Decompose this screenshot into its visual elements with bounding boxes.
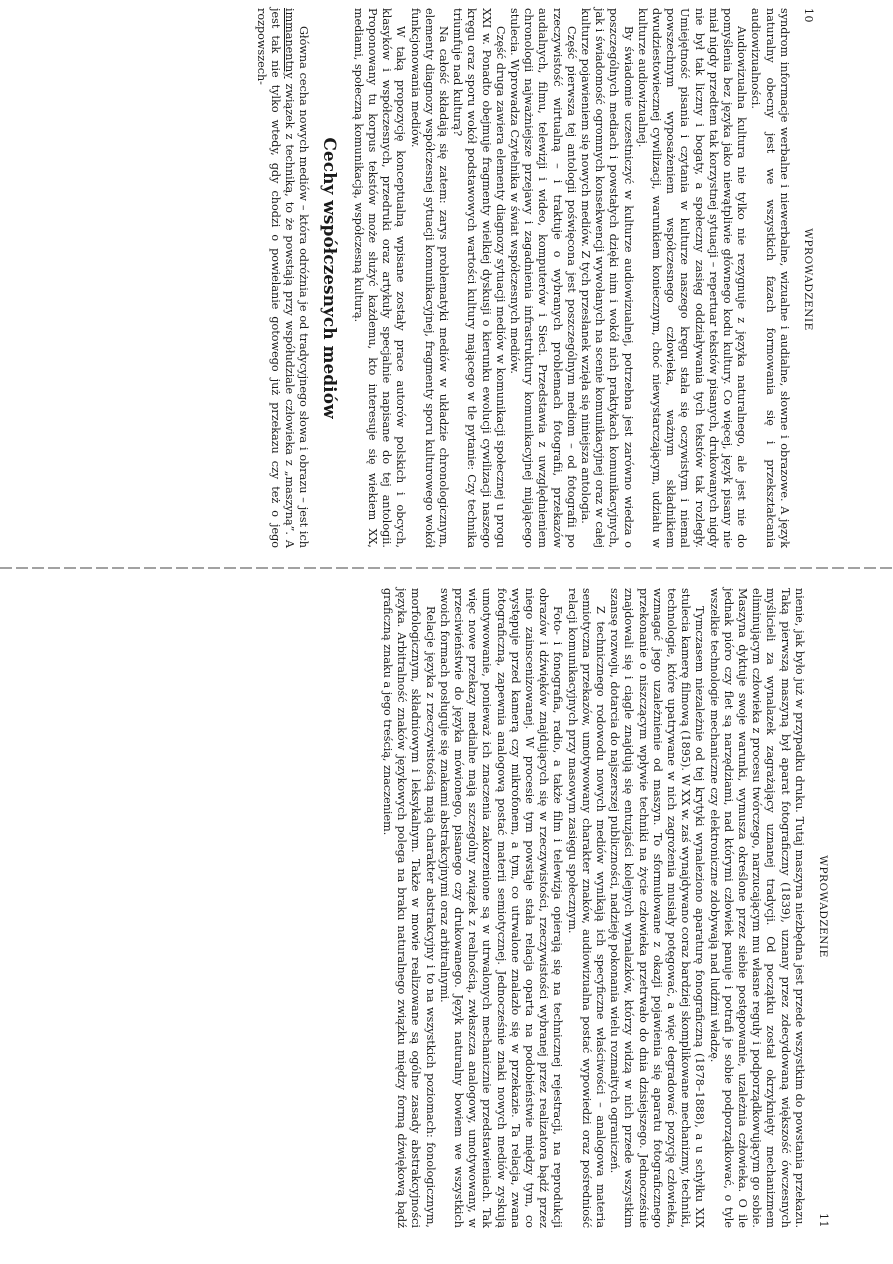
paragraph: Audiowizualna kultura nie tylko nie rezygnuje z języka naturalnego, ale jest nie do pomyślenia bez języka jako niewątpliwie głównego kodu kultury. Co więcej, język pisany nie miał nigdy przedtem tak korzystnej sytuacji – repertuar tekstów pisanych, drukowanych nigdy nie był tak liczny i bogaty, a społeczny zasięg oddziaływania tych tekstów tak rozległy. Umiejętność pisania i czytania w kulturze naszego kręgu stała się oczywistym i niemal powszechnym wyposażeniem współczesnego człowieka, ważnym składnikiem dwudziestowiecznej cywilizacji, warunkiem koniecznym, choć niewystarczającym, udziału w kulturze audiowizualnej. — [635, 8, 749, 548]
paragraph: Część druga zawiera elementy diagnozy sytuacji mediów w komunikacji społecznej u progu XXI w. Ponadto obejmuje fragmenty wielkiej dyskusji o kierunku ewolucji cywilizacji naszego kręgu oraz sporu wokół podstawowych wartości kultury mającego w tle pytanie: Czy technika triumfuje nad kulturą? — [451, 8, 507, 548]
paragraph: W taką propozycję konceptualną wpisane zostały prace autorów polskich i obcych, klasyków i współczesnych, przedruki oraz artykuły specjalnie napisane do tej antologii. Proponowany tu korpus tekstów może służyć każdemu, kto interesuje się wiekiem XX, mediami, społeczną komunikacją, współczesną kulturą. — [351, 8, 408, 548]
text-run: związek z techniką, to że powstają przy współudziale człowieka z „maszyną”. A jest tak nie tylko wtedy, gdy chodzi o powielanie gotowego już przekazu czy też o jego rozpowszech- — [254, 8, 297, 548]
paragraph: By świadomie uczestniczyć w kulturze audiowizualnej, potrzebna jest zarówno wiedza o poszczególnych mediach i powstałych dzięki nim i wokół nich praktykach komunikacyjnych, jak i świadomość ogromnych konsekwencji wywołanych na scenie komunikacyjnej oraz w całej kulturze pojawieniem się nowych mediów. Z tych przesłanek wzięła się niniejsza antologia. — [578, 8, 635, 548]
paragraph — [253, 8, 310, 548]
page-11-content — [380, 588, 830, 1228]
underlined-word: immanentny — [283, 8, 297, 79]
paragraph: Na całość składają się zatem: zarys problematyki mediów w układzie chronologicznym, elementy diagnozy współczesnej sytuacji komunikacyjnej, fragmenty sporu kulturowego wokół funkcjonowania mediów. — [408, 8, 450, 548]
paragraph: syndrom informacje werbalne i niewerbalne, wizualne i audialne, słowne i obrazowe. A język naturalny obecny jest we wszystkich fazach formowania się i przekształcania audiowizualności. — [749, 8, 791, 548]
page-10-header — [801, 8, 815, 548]
paragraph: Foto- i fonografia, radio, a także film i telewizja opierają się na technicznej rejestracji, na reprodukcji obrazów i dźwięków znajdujących się w rzeczywistości, rzeczywistości wybranej przez realizatora bądź przez niego zainscenizowanej. W procesie tym powstaje stała relacja oparta na podobieństwie między tym, co występuje przed kamerą czy mikrofonem, a tym, co utrwalone znalazło się w przekazie. Ta relacja, zwana fotograficzną, zapewnia analogową postać materii semiotycznej. Jednocześnie znaki nowych mediów zyskują umotywowanie, ponieważ ich znaczenia zakorzenione są w utrwalonych mechanicznie przedstawieniach. Tak więc nowe przekazy medialne mają szczególny związek z realnością, zwłaszcza analogowy, umotywowany, w przeciwieństwie do języka mówionego, pisanego czy drukowanego. Język naturalny bowiem we wszystkich swoich formach posługuje się znakami abstrakcyjnymi oraz arbitralnymi. — [437, 588, 565, 1228]
page-10-header-title: WPROWADZENIE — [802, 228, 814, 331]
paragraph: nienie, jak było już w przypadku druku. Tutaj maszyna niezbędna jest przede wszystkim do powstania przekazu. Taką pierwszą maszyną był aparat fotograficzny (1839), uznany przez zdecydowaną większość ówczesnych myślicieli za wynalazek zagrażający uznanej tradycji. Od początku został okrzyknięty mechanizmem eliminującym człowieka z procesu twórczego, narzucającym mu własne reguły i podporządkowującym go sobie. Maszyna dyktuje swoje warunki, wymusza określone przez siebie postępowanie, uzależnia człowieka. O ile jednak pióro czy flet są narzędziami, nad którymi człowiek panuje i potrafi je sobie podporządkować, o tyle wszelkie technologie mechaniczne czy elektroniczne zdobywają nad ludźmi władzę. — [707, 588, 806, 1228]
page-11 — [0, 570, 893, 1264]
page-10-content — [253, 8, 815, 548]
section-heading: Cechy współczesnych mediów — [319, 137, 340, 419]
paragraph: Z technicznego rodowodu nowych mediów wynikają ich specyficzne właściwości – analogowa materia semiotyczna przekazów, umotywowany charakter znaków, audiowizualna postać wypowiedzi oraz pośredniość relacji komunikacyjnych przy masowym zasięgu społecznym. — [565, 588, 607, 1228]
page-10 — [0, 0, 893, 565]
text-run: Główna cecha nowych mediów – która odróżnia je od tradycyjnego słowa i obrazu – jest ich — [297, 26, 311, 548]
page-10-number: 10 — [802, 8, 815, 23]
page-11-header — [816, 588, 830, 1228]
page-divider — [0, 567, 893, 569]
page-11-header-title: WPROWADZENIE — [817, 855, 829, 958]
page-11-number: 11 — [817, 1212, 830, 1228]
paragraph: Część pierwsza tej antologii poświęcona jest poszczególnym mediom – od fotografii po rzeczywistość wirtualną – i traktuje o wybranych problemach fotografii, przekazów audialnych, filmu, telewizji i wideo, komputerów i Sieci. Przedstawia z uwzględnieniem chronologii najważniejsze przejawy i zagadnienia infrastruktury komunikacyjnej mijającego stulecia. Wprowadza Czytelnika w świat współczesnych mediów. — [507, 8, 578, 548]
paragraph: Relacje języka z rzeczywistością mają charakter abstrakcyjny i to na wszystkich poziomach: fonologicznym, morfologicznym, składniowym i leksykalnym. Także w mowie realizowane są ogólne zasady abstrakcyjności języka. Arbitralność znaków językowych polega na braku naturalnego związku między formą dźwiękową bądź graficzną znaku a jego treścią, znaczeniem. — [380, 588, 437, 1228]
paragraph: Tymczasem niezależnie od tej krytyki wynaleziono aparaturę fonograficzną (1878–1888), a u schyłku XIX stulecia kamerę filmową (1895). W XX w. zaś wynajdywano coraz bardziej skomplikowane mechanizmy, techniki, technologie, które upatrywane w nich zagrożenia musiały potęgować, a więc degradować pozycję człowieka, wzmagać jego uzależnienie od maszyn. To sformułowane z okazji pojawienia się aparatu fotograficznego przekonanie o niszczącym wpływie techniki na życie człowieka przetrwało do dnia dzisiejszego. Jednocześnie znajdowali się i ciągle znajdują się entuzjaści kolejnych wynalazków, którzy widzą w nich przede wszystkim szansę rozwoju, dotarcia do najszerszej publiczności, nadzieję pokonania wielu rozmaitych ograniczeń. — [608, 588, 707, 1228]
